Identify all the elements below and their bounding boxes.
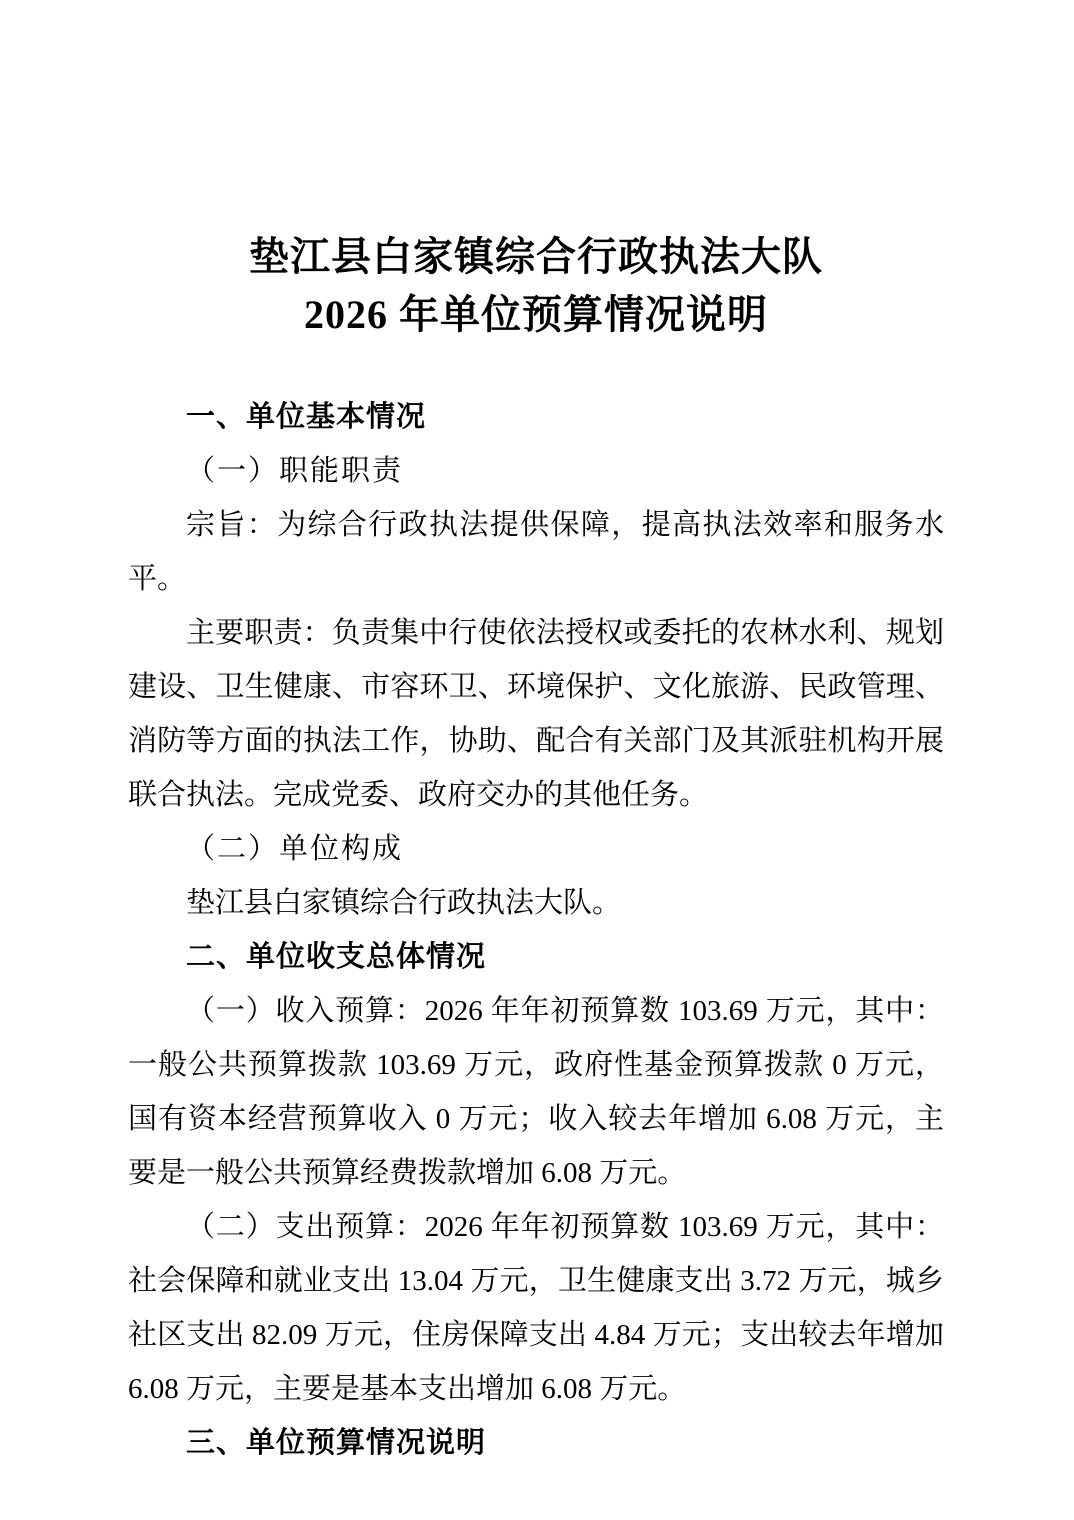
- paragraph-purpose: 宗旨：为综合行政执法提供保障，提高执法效率和服务水平。: [128, 509, 944, 595]
- paragraph-main-duties: 主要职责：负责集中行使依法授权或委托的农林水利、规划建设、卫生健康、市容环卫、环境保护、文化旅游、民政管理、消防等方面的执法工作，协助、配合有关部门及其派驻机构开展联合执法。完成党委、政府交办的其他任务。: [128, 617, 944, 811]
- document-body: [128, 390, 944, 1470]
- subheading-duties: （一）职能职责: [186, 455, 404, 487]
- heading-budget-explanation: 三、单位预算情况说明: [186, 1427, 487, 1459]
- paragraph-income-budget: （一）收入预算：2026 年年初预算数 103.69 万元，其中：一般公共预算拨款 103.69 万元，政府性基金预算拨款 0 万元，国有资本经营预算收入 0 万元；收入较去年增加 6.08 万元，主要是一般公共预算经费拨款增加 6.08 万元。: [128, 995, 944, 1189]
- paragraph-expenditure-budget: （二）支出预算：2026 年年初预算数 103.69 万元，其中：社会保障和就业支出 13.04 万元，卫生健康支出 3.72 万元，城乡社区支出 82.09 万元，住房保障支出 4.84 万元；支出较去年增加 6.08 万元，主要是基本支出增加 6.08 万元。: [128, 1211, 944, 1405]
- paragraph-unit-composition: 垫江县白家镇综合行政执法大队。: [186, 887, 622, 919]
- document-title: [128, 228, 944, 344]
- heading-unit-basic-info: 一、单位基本情况: [186, 401, 427, 433]
- title-line-1: 垫江县白家镇综合行政执法大队: [249, 234, 823, 279]
- heading-revenue-expenditure-overview: 二、单位收支总体情况: [186, 941, 487, 973]
- title-line-2: 2026 年单位预算情况说明: [304, 292, 768, 337]
- subheading-unit-composition: （二）单位构成: [186, 833, 404, 865]
